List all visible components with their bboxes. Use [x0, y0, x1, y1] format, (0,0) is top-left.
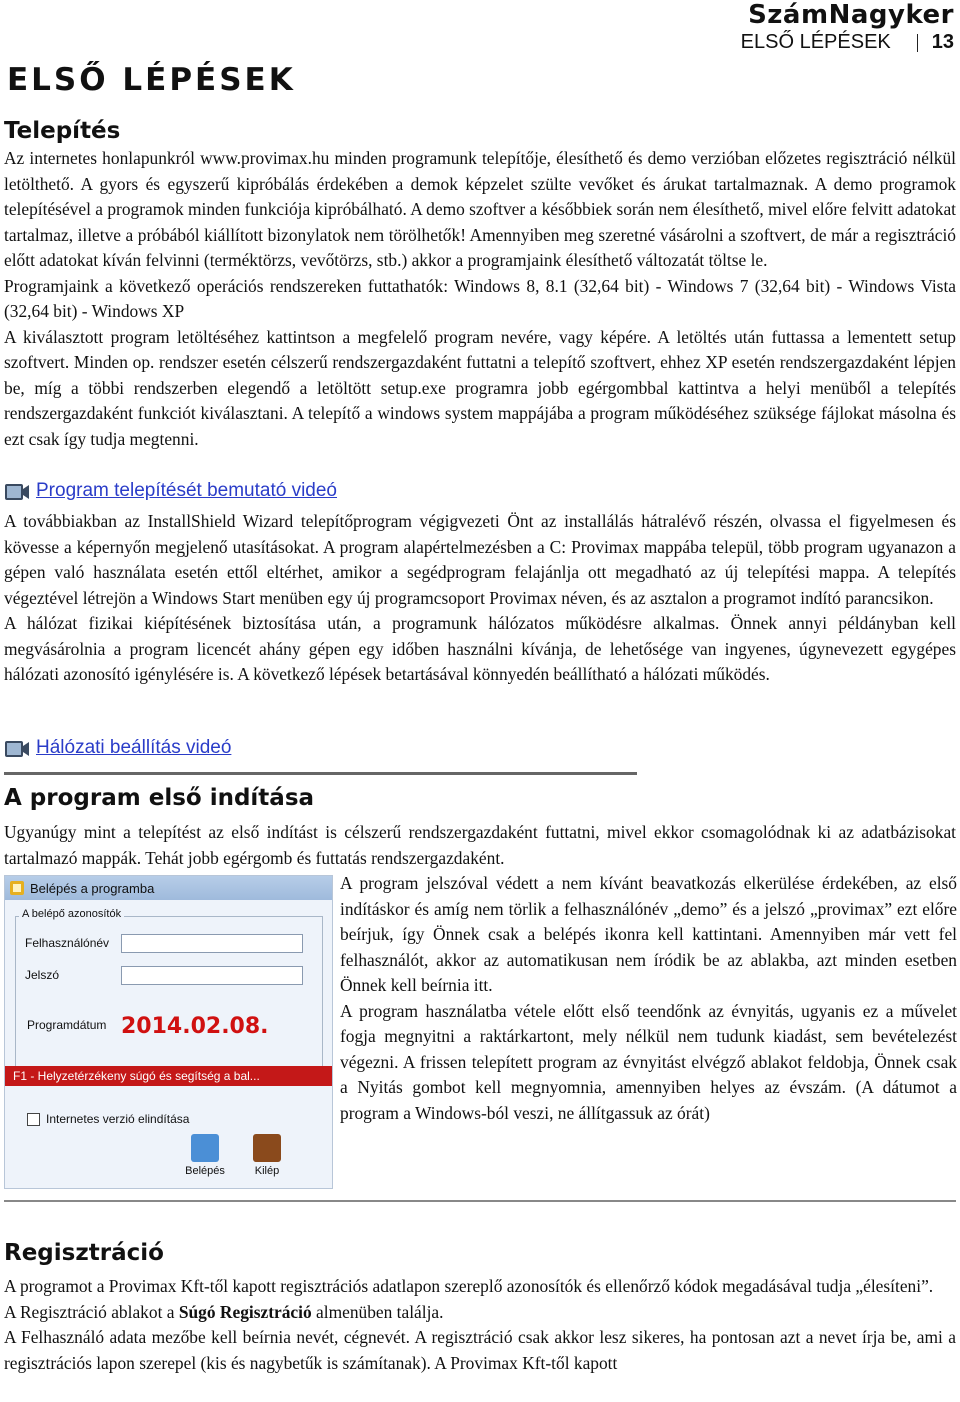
- section-divider-2: [4, 1200, 956, 1202]
- page-number: 13: [931, 31, 954, 53]
- internet-checkbox-label: Internetes verzió elindítása: [46, 1112, 190, 1126]
- exit-button-label: Kilép: [254, 1165, 280, 1177]
- install-video-link[interactable]: [4, 480, 337, 502]
- username-field[interactable]: [121, 934, 303, 953]
- password-label: Jelszó: [25, 968, 60, 982]
- first-start-intro: [4, 820, 956, 871]
- registration-paragraph-3: A Felhasználó adata mezőbe kell beírnia nevét, cégnevét. A regisztráció csak akkor lesz sikeres, ha pontosan azt a nevet írja be, ami a regisztrációs lapon szerepel (kis és nagybetűk is számítanak). A Provimax Kft-től kapott: [4, 1327, 956, 1373]
- checkbox-box[interactable]: [27, 1113, 40, 1126]
- door-icon: [253, 1134, 281, 1162]
- app-icon: [9, 880, 25, 896]
- section-divider: [4, 772, 637, 775]
- help-bar: F1 - Helyzetérzékeny súgó és segítség a bal...: [5, 1066, 332, 1086]
- install-paragraph-4: A továbbiakban az InstallShield Wizard telepítőprogram végigvezeti Önt az installálás hátralévő részén, olvassa el figyelmesen és kövesse a képernyőn megjelenő utasításokat. A program alapértelmezésben a C: Provimax mappába települ, több program ugyanazon a gépen való használata esetén ettől eltérhet, amikor a segédprogram felajánlja ott megadható az új telepítési mappa. A telepítés végeztével létrejön a Windows Start menüben egy új programcsoport Provimax néven, és az asztalon a programot indító parancsikon.: [4, 511, 956, 608]
- video-icon: [4, 737, 30, 759]
- program-date: 2014.02.08.: [121, 1014, 269, 1039]
- header-divider: [917, 34, 918, 52]
- first-start-paragraph-1: Ugyanúgy mint a telepítést az első indítást is célszerű rendszergazdaként futtatni, mivel ekkor csomagolódnak ki az adatbázisokat tartalmazó mappák. Tehát jobb egérgomb és futtatás rendszergazdaként.: [4, 822, 956, 868]
- registration-paragraph-2: [4, 1300, 956, 1326]
- first-start-paragraph-3: A program használatba vétele előtt első teendőnk az évnyitás, ugyanis ez a művelet fogja megnyitni a raktárkartont, mely nélkül nem tudunk kiadást, sem bevételezést végezni. A frissen telepített program az évnyitást elvégző ablakot feldobja, Önnek csak a Nyitás gombot kell megnyomnia, amennyiben helyes az évszám. (A dátumot a program a Windows-ból veszi, ne állítgassuk az órát): [340, 1000, 957, 1123]
- registration-heading: Regisztráció: [4, 1240, 164, 1266]
- menu-help: Súgó: [178, 1301, 216, 1322]
- brand-title: SzámNagyker: [748, 0, 954, 30]
- install-section: [4, 146, 956, 452]
- install-paragraph-3: A kiválasztott program letöltéséhez kattintson a megfelelő program nevére, vagy képére. A letöltés után futtassa a lementett setup szoftvert. Minden op. rendszer esetén célszerű rendszergazdaként futtatni a telepítő szoftvert, ehhez XP esetén rendszergazdaként lépjen be, míg a többi rendszerben elegendő a letöltött setup.exe programra jobb egérgombbal kattintva a helyi menüből a telepítés rendszergazdaként funkciót kiválasztani. A telepítő a windows system mappájába a program működéséhez szüksége fájlokat másolna és ezt csak így tudja megtenni.: [4, 326, 956, 449]
- section-name: ELSŐ LÉPÉSEK: [740, 31, 891, 53]
- registration-section: [4, 1274, 956, 1376]
- network-video-link[interactable]: [4, 737, 231, 759]
- chapter-title: ELSŐ LÉPÉSEK: [7, 62, 296, 98]
- running-header: [741, 31, 954, 54]
- login-button[interactable]: [175, 1134, 235, 1182]
- login-button-label: Belépés: [185, 1165, 225, 1177]
- password-field[interactable]: [121, 966, 303, 985]
- install-paragraph-5: A hálózat fizikai kiépítésének biztosítása után, a programunk hálózatos működésre alkalmas. Önnek annyi példányban kell megvásárolnia a program licencét ahány gépen egy időben használni kívánja, de lehetősége van ingyenes, úgynevezett egygépes hálózati azonosító igénylésére is. A következő lépések betartásával könnyedén beállítható a hálózati működés.: [4, 613, 956, 684]
- internet-checkbox[interactable]: [27, 1112, 189, 1126]
- install-paragraph-1: Az internetes honlapunkról www.provimax.hu minden programunk telepítője, élesíthető és demo verzióban előzetes regisztráció nélkül letölthető. A gyors és egyszerű kipróbálás érdekében a demok képzelet szülte vevőket és árukat tartalmaznak. A demo programok telepítésével a programok minden funkciója kipróbálható. A demo szoftver a későbbiek során nem élesíthető, mivel előre felvitt adatokat tartalmaz, illetve a próbából kiállított bizonylatok nem törölhetők! Amennyiben meg szeretné vásárolni a szoftvert, de már a regisztráció előtt adatokat kíván felvinni (terméktörzs, vevőtörzs, stb.) akkor a programjaink élesíthető változatát töltse le.: [4, 148, 956, 270]
- video-icon: [4, 480, 30, 502]
- network-video-label[interactable]: Hálózati beállítás videó: [36, 737, 232, 758]
- install-section-2: [4, 509, 956, 688]
- reg-p2-post: almenüben találja.: [311, 1301, 444, 1322]
- menu-registration: Regisztráció: [219, 1301, 312, 1322]
- exit-button[interactable]: [237, 1134, 297, 1182]
- registration-paragraph-1: A programot a Provimax Kft-től kapott regisztrációs adatlapon szereplő azonosítók és ellenőrző kódok megadásával tudja „élesíteni”.: [4, 1276, 934, 1296]
- credentials-group-label: A belépő azonosítók: [19, 908, 124, 920]
- first-start-heading: A program első indítása: [4, 785, 315, 811]
- key-icon: [191, 1134, 219, 1162]
- first-start-side-text: [340, 871, 957, 1126]
- date-label: Programdátum: [27, 1018, 107, 1032]
- install-heading: Telepítés: [4, 118, 121, 144]
- install-video-label[interactable]: Program telepítését bemutató videó: [36, 480, 338, 501]
- login-dialog-screenshot: [4, 875, 333, 1189]
- dialog-titlebar: [5, 876, 332, 900]
- install-paragraph-2: Programjaink a következő operációs rendszereken futtathatók: Windows 8, 8.1 (32,64 bit) - Windows 7 (32,64 bit) - Windows Vista (32,64 bit) - Windows XP: [4, 275, 956, 321]
- user-label: Felhasználónév: [25, 936, 110, 950]
- dialog-title: Belépés a programba: [30, 880, 155, 896]
- first-start-paragraph-2: A program jelszóval védett a nem kívánt beavatkozás elkerülése érdekében, az első indításkor és amíg nem törlik a felhasználónév „demo” és a jelszó „provimax” ezt előre beírjuk, így Önnek csak a belépés ikonra kell kattintani. Amennyiben már vett fel felhasználót, akkor az automatikusan nem íródik be az ablakba, azt minden esetben Önnek kell beírnia itt.: [340, 873, 957, 995]
- reg-p2-pre: A Regisztráció ablakot a: [4, 1301, 179, 1322]
